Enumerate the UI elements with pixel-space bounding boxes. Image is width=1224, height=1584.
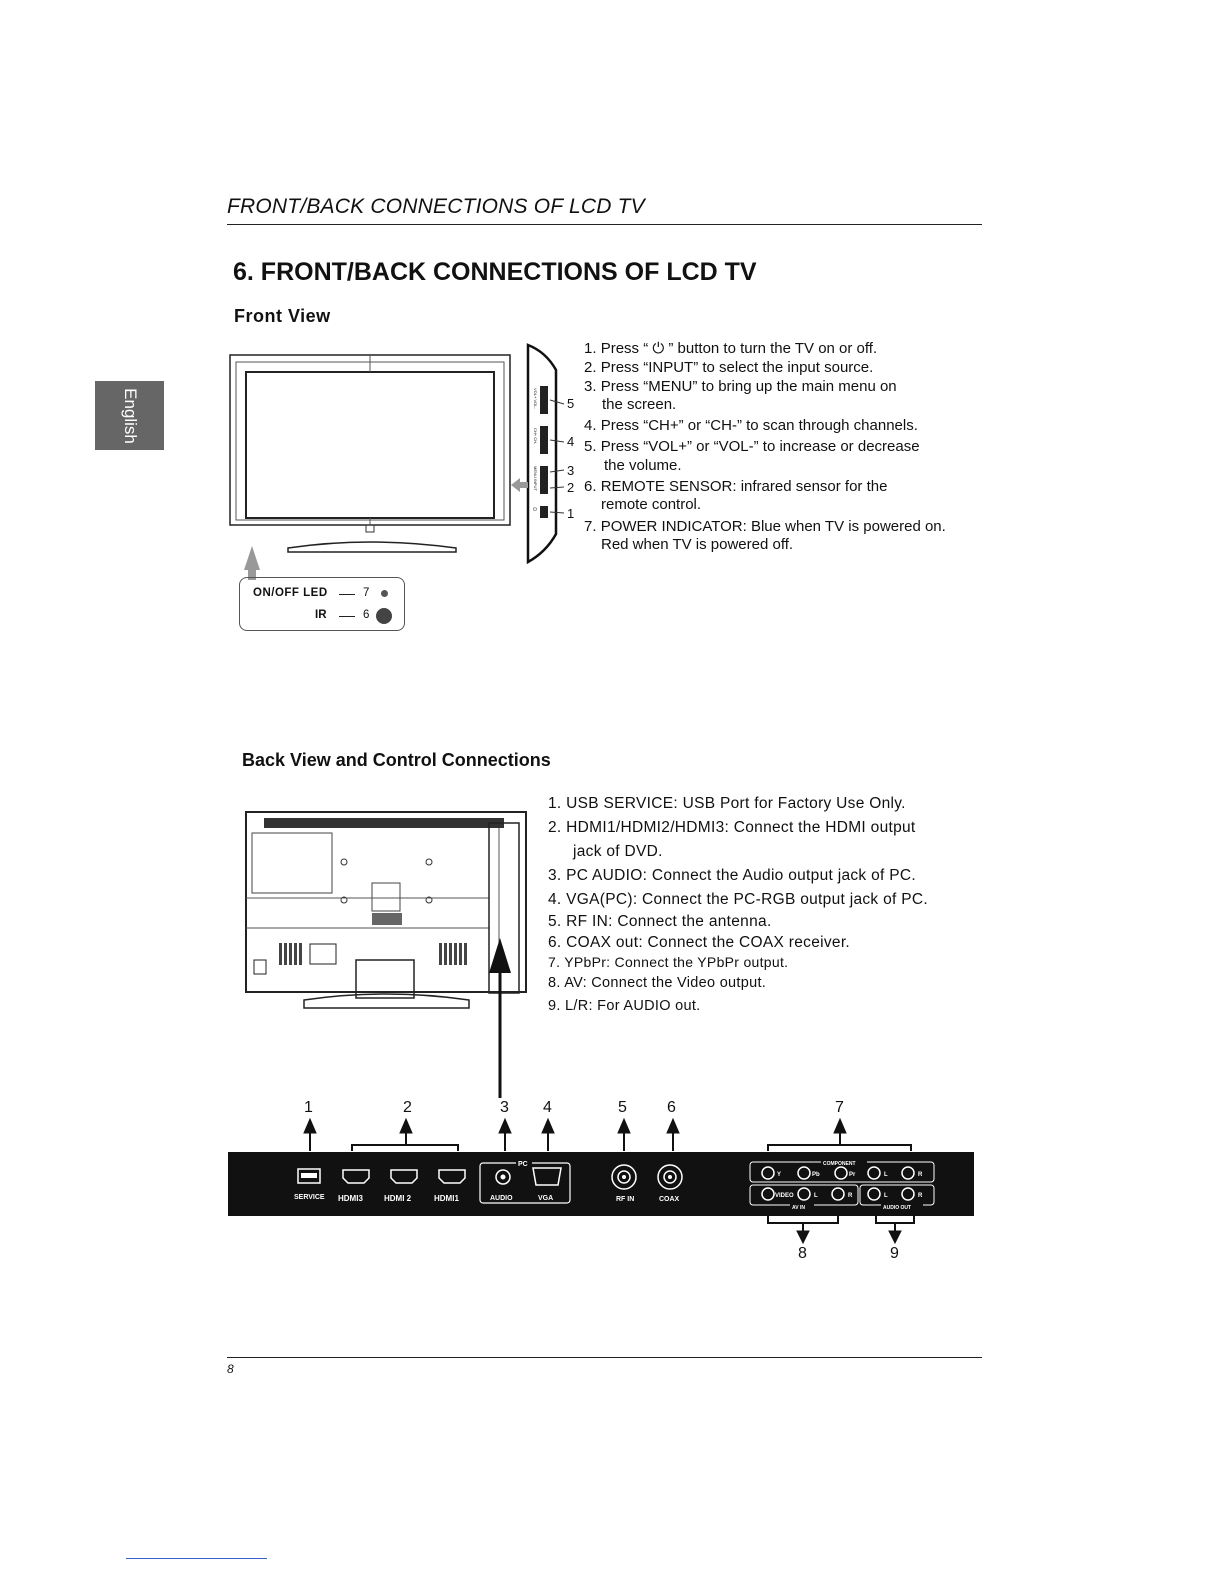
front-item-7-cont: Red when TV is powered off. (601, 536, 794, 553)
component-label: COMPONENT (823, 1161, 856, 1167)
back-item-6: 6. COAX out: Connect the COAX receiver. (548, 934, 851, 951)
back-item-3: 3. PC AUDIO: Connect the Audio output jack of PC. (548, 867, 916, 884)
power-button[interactable] (540, 506, 548, 518)
side-label-ch: CH+ CH- (533, 428, 538, 445)
ch-button[interactable] (540, 426, 548, 454)
front-view-heading: Front View (234, 306, 331, 326)
tv-front-body (230, 355, 510, 525)
callout-2: 2 (403, 1099, 412, 1116)
led-number: 7 (363, 587, 370, 599)
back-item-9: 9. L/R: For AUDIO out. (548, 998, 701, 1014)
page-title: 6. FRONT/BACK CONNECTIONS OF LCD TV (233, 258, 757, 286)
ir-sensor-dot (376, 608, 392, 624)
coax-label: COAX (659, 1196, 680, 1203)
side-number-1: 1 (567, 506, 575, 521)
back-item-5: 5. RF IN: Connect the antenna. (548, 913, 772, 930)
pb-label: Pb (812, 1172, 820, 1178)
back-item-1: 1. USB SERVICE: USB Port for Factory Use Only. (548, 795, 906, 812)
hdmi2-label: HDMI 2 (384, 1194, 412, 1203)
pc-label: PC (518, 1161, 528, 1168)
power-led-dot (381, 590, 388, 597)
av-in-label: AV IN (792, 1205, 805, 1211)
component-l-label: L (884, 1172, 888, 1178)
hdmi3-label: HDMI3 (338, 1194, 363, 1203)
menu-input-button[interactable] (540, 466, 548, 494)
side-label-power: ⏻ (533, 507, 537, 513)
back-view-illustration (244, 808, 534, 1098)
y-label: Y (777, 1172, 782, 1178)
running-header: FRONT/BACK CONNECTIONS OF LCD TV (227, 195, 645, 218)
service-label: SERVICE (294, 1194, 325, 1201)
back-item-7: 7. YPbPr: Connect the YPbPr output. (548, 954, 789, 970)
rf-in-label: RF IN (616, 1196, 635, 1203)
audio-out-l-label: L (884, 1193, 888, 1199)
back-item-8: 8. AV: Connect the Video output. (548, 975, 767, 991)
pr-label: Pr (849, 1172, 856, 1178)
language-tab-label: English (120, 387, 140, 444)
front-item-1: 1. Press “ ⏻ ” button to turn the TV on or off. (584, 340, 878, 357)
vol-button[interactable] (540, 386, 548, 414)
callout-7: 7 (835, 1099, 844, 1116)
hdmi1-label: HDMI1 (434, 1194, 459, 1203)
ir-label: IR (315, 609, 327, 621)
front-feature-list (584, 340, 984, 560)
back-view-heading: Back View and Control Connections (242, 750, 551, 770)
back-item-2: 2. HDMI1/HDMI2/HDMI3: Connect the HDMI output (548, 819, 916, 836)
av-l-label: L (814, 1193, 818, 1199)
side-label-menu: MENU INPUT (533, 466, 538, 491)
header-rule (227, 224, 982, 225)
side-number-5: 5 (567, 396, 575, 411)
callout-3: 3 (500, 1099, 509, 1116)
back-item-2-cont: jack of DVD. (573, 843, 663, 860)
back-item-4: 4. VGA(PC): Connect the PC-RGB output jack of PC. (548, 891, 928, 908)
side-number-3: 3 (567, 463, 575, 478)
callout-8: 8 (798, 1245, 807, 1262)
page-number: 8 (227, 1362, 234, 1376)
callout-4: 4 (543, 1099, 552, 1116)
back-connection-list (548, 795, 968, 1020)
footer-rule (227, 1357, 982, 1358)
tv-front-screen (246, 372, 494, 518)
ir-number: 6 (363, 609, 370, 621)
audio-out-label: AUDIO OUT (883, 1205, 912, 1211)
led-ir-callout (239, 577, 405, 631)
tv-front-bezel (236, 362, 504, 520)
callout-5: 5 (618, 1099, 627, 1116)
front-item-6: 6. REMOTE SENSOR: infrared sensor for the (584, 478, 888, 495)
front-item-3: 3. Press “MENU” to bring up the main menu on (584, 378, 897, 395)
component-r-label: R (918, 1172, 923, 1178)
connector-panel-diagram (228, 1115, 976, 1245)
front-item-5-cont: the volume. (604, 457, 682, 474)
callout-9: 9 (890, 1245, 899, 1262)
front-item-4: 4. Press “CH+” or “CH-” to scan through channels. (584, 417, 918, 434)
vga-label: VGA (538, 1195, 554, 1202)
front-item-7: 7. POWER INDICATOR: Blue when TV is powered on. (584, 518, 946, 535)
video-label: VIDEO (775, 1193, 794, 1199)
audio-out-r-label: R (918, 1193, 923, 1199)
side-number-4: 4 (567, 434, 575, 449)
callout-1: 1 (304, 1099, 313, 1116)
front-item-2: 2. Press “INPUT” to select the input source. (584, 359, 874, 376)
front-item-6-cont: remote control. (601, 496, 702, 513)
front-item-5: 5. Press “VOL+” or “VOL-” to increase or decrease (584, 438, 920, 455)
language-tab (95, 381, 164, 450)
bottom-link-underline (126, 1558, 267, 1559)
av-r-label: R (848, 1193, 853, 1199)
pc-audio-label: AUDIO (490, 1195, 513, 1202)
callout-6: 6 (667, 1099, 676, 1116)
front-item-3-cont: the screen. (602, 396, 677, 413)
led-label: ON/OFF LED (253, 587, 328, 599)
side-number-2: 2 (567, 480, 575, 495)
side-label-vol: VOL+ VOL- (533, 388, 538, 409)
